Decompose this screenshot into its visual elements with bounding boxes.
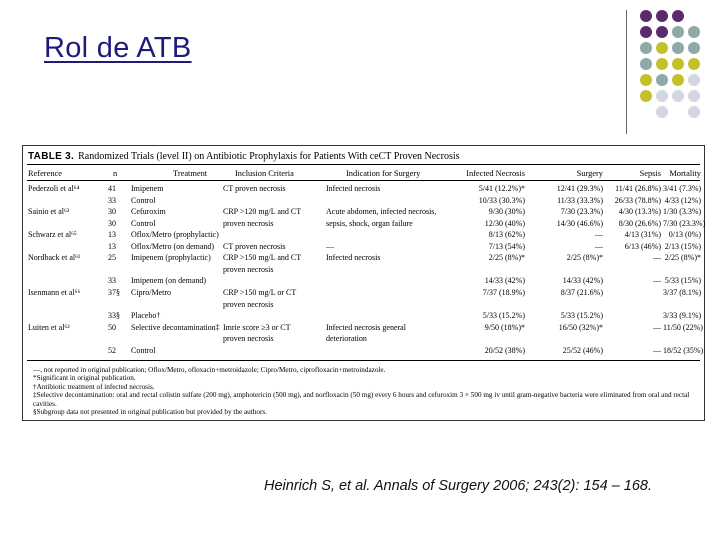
decorative-dot xyxy=(672,10,684,22)
table-cell-surgery: 12/41 (29.3%) xyxy=(556,184,603,193)
table-cell-infected: 20/52 (38%) xyxy=(484,345,525,355)
decorative-dot xyxy=(656,106,668,118)
table-cell-treatment: Imipenem (on demand) xyxy=(131,276,207,286)
decorative-dot xyxy=(656,26,668,38)
table-cell-surgery: 25/52 (46%) xyxy=(562,345,603,355)
table-cell-n: 37§ xyxy=(108,287,120,297)
decorative-dot xyxy=(672,58,684,70)
table-cell-sepsis: — xyxy=(653,345,661,355)
header-indication: Indication for Surgery xyxy=(346,169,421,178)
table-cell-indication: Infected necrosis general xyxy=(326,322,406,332)
table-cell-surgery: 7/30 (23.3%) xyxy=(560,207,603,217)
header-n: n xyxy=(113,169,118,178)
table-cell-n: 50 xyxy=(108,322,116,332)
table-cell-indication: — xyxy=(326,241,334,251)
table-cell-indication: Acute abdomen, infected necrosis, xyxy=(326,207,437,217)
table-header-rule xyxy=(27,180,700,181)
table-cell-reference: Schwarz et al⁶⁵ xyxy=(28,230,77,240)
table-cell-infected: 5/41 (12.2%)* xyxy=(478,184,525,193)
header-infected-necrosis: Infected Necrosis xyxy=(466,169,525,178)
decorative-dot xyxy=(688,90,700,102)
decorative-dot xyxy=(656,58,668,70)
footnote: §Subgroup data not presented in original publication but provided by the authors. xyxy=(33,408,267,417)
decorative-dot-grid xyxy=(640,10,720,120)
table-cell-inclusion: CRP >120 mg/L and CT xyxy=(223,207,302,217)
table-cell-n: 33§ xyxy=(108,311,120,321)
table-title: Randomized Trials (level II) on Antibiotic Prophylaxis for Patients With ceCT Proven Necrosis xyxy=(78,151,460,162)
decorative-dot xyxy=(640,58,652,70)
table-cell-n: 13 xyxy=(108,241,116,251)
table-cell-mortality: 2/25 (8%)* xyxy=(664,253,701,263)
table-cell-treatment: Placebo† xyxy=(131,311,161,321)
table-cell-infected: 7/37 (18.9%) xyxy=(482,287,525,297)
table-cell-n: 30 xyxy=(108,218,116,228)
header-inclusion: Inclusion Criteria xyxy=(235,169,294,178)
table-cell-treatment: Control xyxy=(131,195,156,205)
table-cell-infected: 12/30 (40%) xyxy=(484,218,525,228)
table-cell-n: 41 xyxy=(108,184,116,193)
footnote: †Antibiotic treatment of infected necrosis. xyxy=(33,382,155,391)
decorative-dot xyxy=(688,26,700,38)
table-cell-treatment: Oflox/Metro (on demand) xyxy=(131,241,215,251)
decorative-dot xyxy=(640,42,652,54)
table-cell-treatment: Control xyxy=(131,345,156,355)
footnote: ‡Selective decontamination: oral and rectal colistin sulfate (200 mg), amphotericin (500 mg), and norfloxacin (50 mg) every 6 hours and cefuroxim 3 × 500 mg iv until gram-negative bacteria were eliminated from oral and rectal cavities. xyxy=(33,391,690,408)
decorative-dot xyxy=(688,106,700,118)
table-cell-n: 13 xyxy=(108,230,116,240)
table-bottom-rule xyxy=(27,360,700,361)
header-surgery: Surgery xyxy=(576,169,603,178)
decorative-dot xyxy=(656,90,668,102)
decorative-dot xyxy=(672,42,684,54)
table-cell-indication: deterioration xyxy=(326,334,367,344)
table-cell-sepsis: 11/41 (26.8%) xyxy=(615,184,661,193)
table-figure xyxy=(22,145,705,421)
table-cell-sepsis: 6/13 (46%) xyxy=(624,241,661,251)
table-cell-n: 33 xyxy=(108,276,116,286)
table-cell-mortality: 3/41 (7.3%) xyxy=(663,184,702,193)
decorative-dot xyxy=(688,58,700,70)
table-cell-surgery: — xyxy=(595,230,603,240)
table-cell-mortality: 4/33 (12%) xyxy=(664,195,701,205)
table-cell-mortality: 3/33 (9.1%) xyxy=(663,311,702,321)
table-cell-mortality: 11/50 (22%) xyxy=(663,322,703,332)
table-cell-sepsis: 26/33 (78.8%) xyxy=(614,195,661,205)
header-treatment: Treatment xyxy=(173,169,208,178)
table-cell-n: 30 xyxy=(108,207,116,217)
decorative-dot xyxy=(672,26,684,38)
table-cell-reference: Pederzoli et al⁶⁴ xyxy=(28,184,80,193)
decorative-divider xyxy=(626,10,627,134)
table-cell-reference: Luiten et al⁶² xyxy=(28,322,70,332)
decorative-dot xyxy=(672,74,684,86)
table-cell-n: 25 xyxy=(108,253,116,263)
table-cell-surgery: 8/37 (21.6%) xyxy=(560,287,603,297)
table-cell-infected: 10/33 (30.3%) xyxy=(478,195,525,205)
decorative-dot xyxy=(640,26,652,38)
table-cell-surgery: 14/30 (46.6%) xyxy=(556,218,603,228)
table-cell-surgery: 11/33 (33.3%) xyxy=(557,195,603,205)
table-footnotes xyxy=(33,366,701,416)
slide-title: Rol de ATB xyxy=(44,32,192,64)
table-cell-infected: 9/50 (18%)* xyxy=(484,322,525,332)
table-cell-inclusion: proven necrosis xyxy=(223,264,274,274)
table-cell-treatment: Oflox/Metro (prophylactic) xyxy=(131,230,219,240)
header-mortality: Mortality xyxy=(669,169,701,178)
table-cell-indication: Infected necrosis xyxy=(326,253,381,263)
table-cell-surgery: 16/50 (32%)* xyxy=(558,322,603,332)
table-caption xyxy=(28,151,460,162)
table-cell-treatment: Imipenem (prophylactic) xyxy=(131,253,211,263)
table-cell-reference: Nordback et al⁶¹ xyxy=(28,253,81,263)
table-cell-infected: 7/13 (54%) xyxy=(488,241,525,251)
decorative-dot xyxy=(640,10,652,22)
table-cell-mortality: 18/52 (35%) xyxy=(663,345,704,355)
table-label: TABLE 3. xyxy=(28,151,75,162)
table-cell-inclusion: proven necrosis xyxy=(223,334,274,344)
table-cell-inclusion: proven necrosis xyxy=(223,299,274,309)
table-cell-surgery: 14/33 (42%) xyxy=(562,276,603,286)
table-cell-mortality: 5/33 (15%) xyxy=(664,276,701,286)
table-cell-indication: Infected necrosis xyxy=(326,184,381,193)
table-cell-mortality: 0/13 (0%) xyxy=(668,230,701,240)
table-cell-mortality: 3/37 (8.1%) xyxy=(663,287,702,297)
footnote: —, not reported in original publication; Oflox/Metro, ofloxacin+metroidazole; Cipro/Metro, ciprofloxacin+metroindazole. xyxy=(33,366,386,374)
table-cell-sepsis: — xyxy=(653,276,661,286)
table-cell-mortality: 1/30 (3.3%) xyxy=(663,207,702,217)
table-cell-n: 52 xyxy=(108,345,116,355)
table-cell-infected: 8/13 (62%) xyxy=(488,230,525,240)
table-cell-mortality: 7/30 (23.3%) xyxy=(663,218,706,228)
table-cell-mortality: 2/13 (15%) xyxy=(664,241,701,251)
decorative-dot xyxy=(656,74,668,86)
table-cell-treatment: Selective decontamination‡ xyxy=(131,322,220,332)
decorative-dot xyxy=(688,42,700,54)
table-cell-reference: Isenmann et al⁶⁶ xyxy=(28,287,81,297)
table-cell-indication: sepsis, shock, organ failure xyxy=(326,218,413,228)
table-cell-sepsis: 4/30 (13.3%) xyxy=(618,207,661,217)
table-cell-treatment: Cipro/Metro xyxy=(131,287,171,297)
header-sepsis: Sepsis xyxy=(639,169,661,178)
decorative-dot xyxy=(656,42,668,54)
table-cell-sepsis: 8/30 (26.6%) xyxy=(618,218,661,228)
table-cell-surgery: — xyxy=(595,241,603,251)
table-cell-sepsis: — xyxy=(653,253,661,263)
table-cell-sepsis: — xyxy=(653,322,661,332)
decorative-dot xyxy=(672,90,684,102)
table-top-rule xyxy=(27,164,700,165)
table-cell-treatment: Control xyxy=(131,218,156,228)
table-cell-inclusion: CRP >150 mg/L or CT xyxy=(223,287,297,297)
table-cell-reference: Sainio et al⁶³ xyxy=(28,207,70,217)
decorative-dot xyxy=(640,74,652,86)
decorative-dot xyxy=(640,90,652,102)
decorative-dot xyxy=(688,74,700,86)
table-cell-inclusion: proven necrosis xyxy=(223,218,274,228)
table-cell-infected: 9/30 (30%) xyxy=(488,207,525,217)
header-reference: Reference xyxy=(28,169,62,178)
citation: Heinrich S, et al. Annals of Surgery 2006; 243(2): 154 – 168. xyxy=(264,478,652,494)
table-cell-surgery: 5/33 (15.2%) xyxy=(560,311,603,321)
table-cell-inclusion: Imrie score ≥3 or CT xyxy=(223,322,291,332)
table-cell-surgery: 2/25 (8%)* xyxy=(566,253,603,263)
table-cell-sepsis: 4/13 (31%) xyxy=(624,230,661,240)
table-cell-treatment: Imipenem xyxy=(131,184,164,193)
table-cell-inclusion: CT proven necrosis xyxy=(223,184,286,193)
table-cell-infected: 14/33 (42%) xyxy=(484,276,525,286)
footnote: *Significant in original publication. xyxy=(33,374,136,383)
table-cell-infected: 2/25 (8%)* xyxy=(488,253,525,263)
table-cell-infected: 5/33 (15.2%) xyxy=(482,311,525,321)
decorative-dot xyxy=(656,10,668,22)
table-cell-inclusion: CT proven necrosis xyxy=(223,241,286,251)
table-cell-inclusion: CRP >150 mg/L and CT xyxy=(223,253,302,263)
table-cell-treatment: Cefuroxim xyxy=(131,207,166,217)
table-cell-n: 33 xyxy=(108,195,116,205)
